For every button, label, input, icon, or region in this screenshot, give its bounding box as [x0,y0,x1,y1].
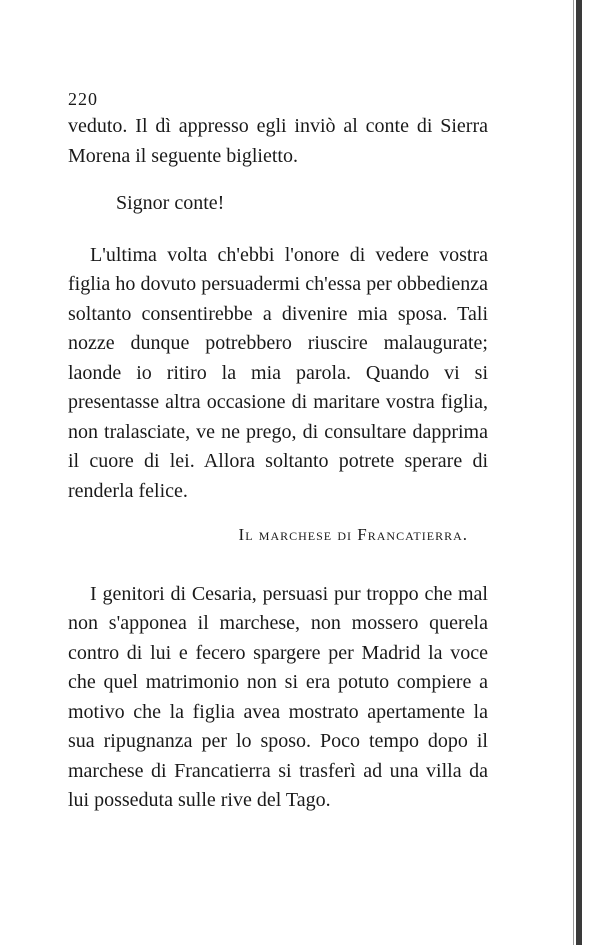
opening-paragraph: veduto. Il dì appresso egli inviò al conte di Sierra Morena il seguente biglietto. [68,115,488,167]
narrative-paragraph: I genitori di Cesaria, persuasi pur troppo che mal non s'apponea il marchese, non mossero querela contro di lui e fecero spargere per Madrid la voce che quel matrimonio non si era potuto compiere a motivo che la figlia avea mostrato apertamente la sua ripugnanza per lo sposo. Poco tempo dopo il marchese di Francatierra si trasferì ad una villa da lui posseduta sulle rive del Tago. [68,582,488,811]
letter-body: L'ultima volta ch'ebbi l'onore di vedere vostra figlia ho dovuto persuadermi ch'essa per obbedienza soltanto consentirebbe a divenire mia sposa. Tali nozze dunque potrebbero riuscire malaugurate; laonde io ritiro la mia parola. Quando vi si presentasse altra occasione di maritare vostra figlia, non tralasciate, ve ne prego, di consultare dapprima il cuore di lei. Allora soltanto potrete sperare di renderla felice. [68,243,488,502]
letter-salutation: Signor conte! [116,192,225,214]
letter-signature: Il marchese di Francatierra. [238,525,468,544]
page-number: 220 [68,89,98,109]
text-block [68,86,488,816]
book-spine [576,0,582,945]
page-edge-line [573,0,574,945]
